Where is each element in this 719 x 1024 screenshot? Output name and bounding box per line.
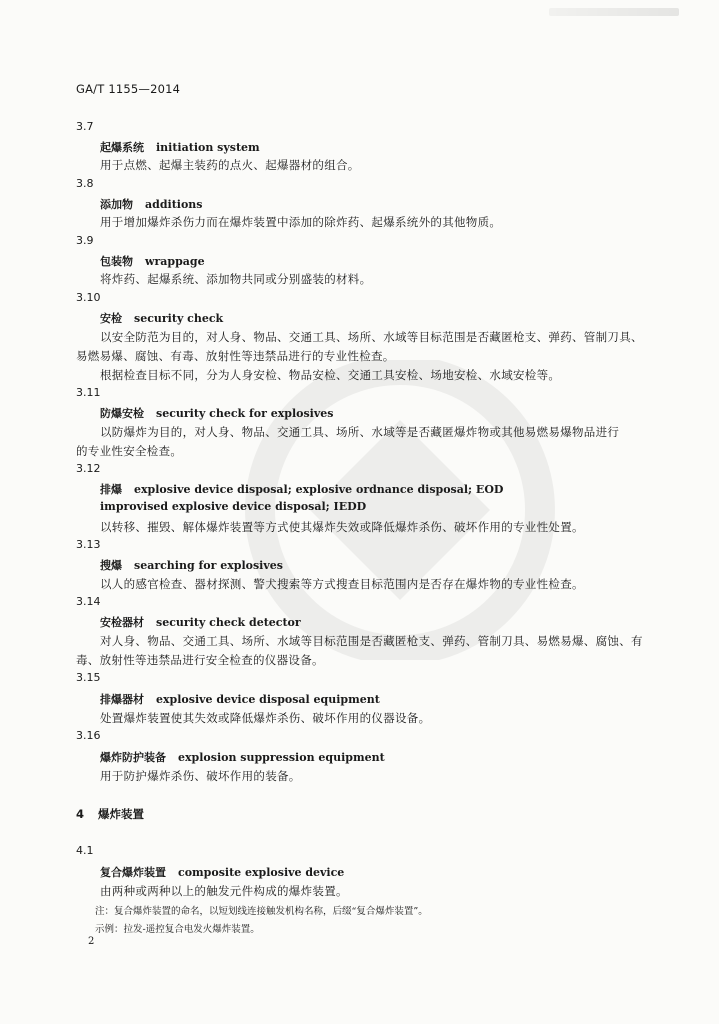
term-heading: 安检 security check <box>100 312 224 325</box>
term-heading: 排爆 explosive device disposal; explosive ordnance disposal; EOD <box>100 483 504 496</box>
section-heading: 4 爆炸装置 <box>76 807 145 821</box>
definition-line: 用于防护爆炸杀伤、破坏作用的装备。 <box>100 769 301 783</box>
definition-line: 处置爆炸装置使其失效或降低爆炸杀伤、破坏作用的仪器设备。 <box>100 711 431 725</box>
page-number: 2 <box>88 936 95 947</box>
clause-number: 3.11 <box>76 386 101 399</box>
clause-number: 3.8 <box>76 177 94 190</box>
clause-number: 3.13 <box>76 538 101 551</box>
definition-line: 用于增加爆炸杀伤力而在爆炸装置中添加的除炸药、起爆系统外的其他物质。 <box>100 215 502 229</box>
definition-line: 以人的感官检查、器材探测、警犬搜索等方式搜查目标范围内是否存在爆炸物的专业性检查。 <box>100 577 584 591</box>
clause-number: 3.14 <box>76 595 101 608</box>
term-heading-alt: improvised explosive device disposal; IEDD <box>100 500 367 513</box>
clause-number: 4.1 <box>76 844 94 857</box>
definition-line: 用于点燃、起爆主装药的点火、起爆器材的组合。 <box>100 158 360 172</box>
definition-line: 以安全防范为目的，对人身、物品、交通工具、场所、水域等目标范围是否藏匿枪支、弹药、管制刀具、 <box>100 330 643 344</box>
clause-number: 3.9 <box>76 234 94 247</box>
definition-line: 以转移、摧毁、解体爆炸装置等方式使其爆炸失效或降低爆炸杀伤、破坏作用的专业性处置。 <box>100 520 584 534</box>
note-line: 注：复合爆炸装置的命名，以短划线连接触发机构名称，后缀“复合爆炸装置”。 <box>95 906 428 917</box>
definition-line: 毒、放射性等违禁品进行安全检查的仪器设备。 <box>76 653 324 667</box>
clause-number: 3.10 <box>76 291 101 304</box>
term-heading: 防爆安检 security check for explosives <box>100 407 334 420</box>
term-heading: 起爆系统 initiation system <box>100 141 260 154</box>
definition-line: 根据检查目标不同，分为人身安检、物品安检、交通工具安检、场地安检、水域安检等。 <box>100 368 561 382</box>
term-heading: 安检器材 security check detector <box>100 616 301 629</box>
definition-line: 的专业性安全检查。 <box>76 444 183 458</box>
definition-line: 以防爆炸为目的，对人身、物品、交通工具、场所、水域等是否藏匿爆炸物或其他易燃易爆物品进行 <box>100 425 620 439</box>
clause-number: 3.16 <box>76 729 101 742</box>
term-heading: 包装物 wrappage <box>100 255 205 268</box>
scan-artifact <box>549 8 679 16</box>
definition-line: 易燃易爆、腐蚀、有毒、放射性等违禁品进行的专业性检查。 <box>76 349 395 363</box>
example-line: 示例：拉发-遥控复合电发火爆炸装置。 <box>95 924 260 935</box>
term-heading: 排爆器材 explosive device disposal equipment <box>100 693 380 706</box>
clause-number: 3.12 <box>76 462 101 475</box>
term-heading: 添加物 additions <box>100 198 203 211</box>
term-heading: 爆炸防护装备 explosion suppression equipment <box>100 751 385 764</box>
document-code: GA/T 1155—2014 <box>76 82 181 96</box>
term-heading: 搜爆 searching for explosives <box>100 559 283 572</box>
definition-line: 由两种或两种以上的触发元件构成的爆炸装置。 <box>100 884 348 898</box>
definition-line: 对人身、物品、交通工具、场所、水域等目标范围是否藏匿枪支、弹药、管制刀具、易燃易爆、腐蚀、有 <box>100 634 643 648</box>
clause-number: 3.15 <box>76 671 101 684</box>
definition-line: 将炸药、起爆系统、添加物共同或分别盛装的材料。 <box>100 272 372 286</box>
term-heading: 复合爆炸装置 composite explosive device <box>100 866 345 879</box>
clause-number: 3.7 <box>76 120 94 133</box>
